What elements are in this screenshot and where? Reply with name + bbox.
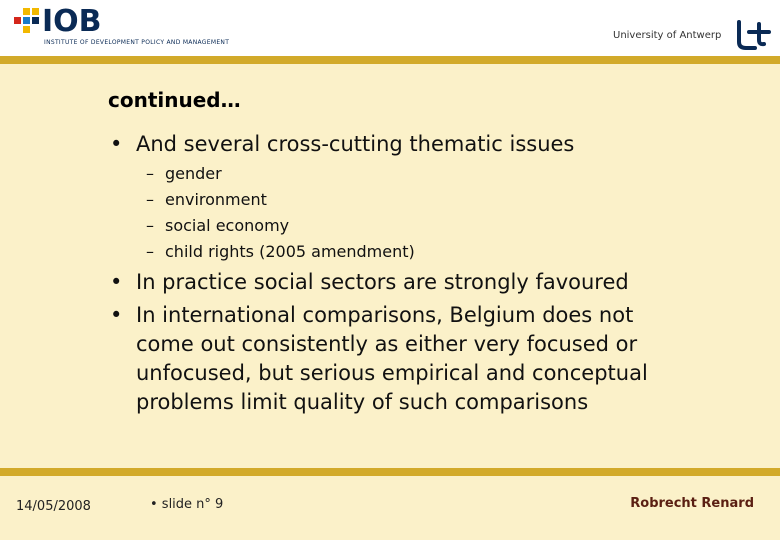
- dash-marker: –: [146, 216, 154, 235]
- header-accent-bar: [0, 56, 780, 64]
- dash-marker: –: [146, 190, 154, 209]
- sub-bullet-list: [146, 161, 415, 265]
- bullet-item: [110, 130, 750, 159]
- sub-bullet-item: [146, 213, 415, 239]
- slide-number: • slide n° 9: [150, 497, 224, 512]
- sub-bullet-text: social economy: [165, 216, 290, 235]
- bullet-item: [110, 301, 750, 417]
- logo-text: IOB: [42, 4, 102, 39]
- bullet-text: In practice social sectors are strongly favoured: [136, 270, 629, 294]
- footer-date: 14/05/2008: [16, 499, 91, 514]
- bullet-marker: •: [110, 303, 123, 327]
- sub-bullet-text: gender: [165, 164, 222, 183]
- bullet-marker: •: [110, 270, 123, 294]
- footer-author: Robrecht Renard: [630, 496, 754, 511]
- bullet-text-line: In international comparisons, Belgium does not: [136, 303, 634, 327]
- logo-subtitle: INSTITUTE OF DEVELOPMENT POLICY AND MANAGEMENT: [44, 39, 230, 46]
- slide-header: [0, 0, 780, 56]
- bullet-text-line: come out consistently as either very focused or: [136, 332, 638, 356]
- footer-accent-bar: [0, 468, 780, 476]
- bullet-marker: •: [110, 132, 123, 156]
- sub-bullet-text: environment: [165, 190, 267, 209]
- dash-marker: –: [146, 164, 154, 183]
- logo-squares-icon: [14, 8, 40, 32]
- university-antwerp-logo-icon: [733, 18, 773, 52]
- dash-marker: –: [146, 242, 154, 261]
- slide-title: continued…: [108, 88, 241, 112]
- sub-bullet-item: [146, 187, 415, 213]
- bullet-text: And several cross-cutting thematic issues: [136, 132, 575, 156]
- bullet-text-line: unfocused, but serious empirical and conceptual: [136, 361, 648, 385]
- sub-bullet-item: [146, 161, 415, 187]
- university-name: University of Antwerp: [613, 30, 722, 41]
- bullet-item: [110, 268, 750, 297]
- bullet-text-line: problems limit quality of such comparisons: [136, 390, 589, 414]
- iob-logo: [14, 6, 244, 48]
- sub-bullet-item: [146, 239, 415, 265]
- sub-bullet-text: child rights (2005 amendment): [165, 242, 415, 261]
